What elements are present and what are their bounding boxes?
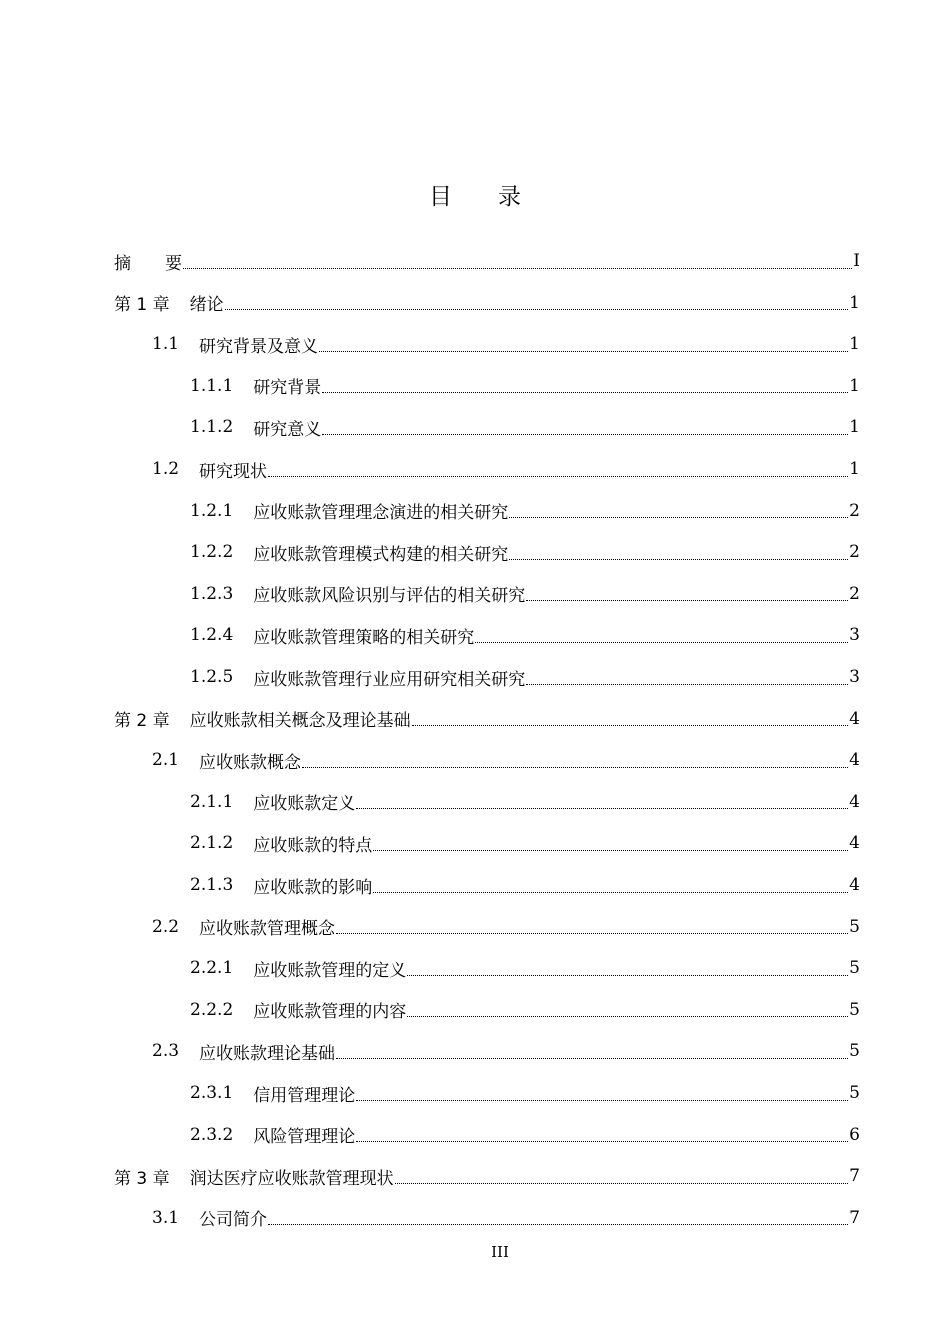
toc-entry-page: 1 [849, 334, 860, 355]
toc-entry-page: 1 [849, 375, 860, 396]
toc-entry-page: 4 [849, 833, 860, 854]
toc-entry-title: 应收账款定义 [253, 794, 356, 815]
toc-entry-page: 7 [849, 1166, 860, 1187]
toc-entry-title: 应收账款理论基础 [199, 1043, 336, 1064]
toc-entry[interactable] [190, 865, 860, 905]
toc-entry-number: 1.2 [152, 459, 180, 479]
toc-entry-title: 研究现状 [199, 461, 268, 482]
toc-entry[interactable] [190, 823, 860, 863]
toc-entry-title: 应收账款管理模式构建的相关研究 [253, 544, 509, 565]
toc-dot-leader [322, 434, 848, 435]
toc-entry-title: 摘 要 [114, 253, 182, 274]
toc-dot-leader [373, 850, 848, 851]
toc-entry-number: 2.1 [152, 750, 180, 771]
toc-entry-page: 5 [849, 1041, 860, 1062]
toc-entry-title: 研究意义 [253, 419, 322, 440]
toc-entry-page: 4 [849, 750, 860, 771]
toc-entry-page: 2 [849, 542, 860, 563]
toc-entry-page: 5 [849, 916, 860, 937]
toc-dot-leader [302, 767, 848, 768]
toc-entry-title: 信用管理理论 [253, 1085, 356, 1106]
toc-entry[interactable] [190, 1115, 860, 1155]
toc-entry-title: 应收账款管理行业应用研究相关研究 [253, 669, 526, 690]
toc-dot-leader [356, 1141, 848, 1142]
toc-entry[interactable] [190, 491, 860, 531]
toc-dot-leader [356, 808, 848, 809]
toc-entry[interactable] [114, 283, 860, 323]
toc-entry-title: 应收账款管理的定义 [253, 960, 407, 981]
toc-entry[interactable] [152, 740, 860, 780]
toc-entry-title: 润达医疗应收账款管理现状 [189, 1168, 394, 1189]
toc-entry-number: 2.1.3 [190, 875, 234, 895]
toc-entry[interactable] [152, 907, 860, 947]
toc-dot-leader [322, 392, 848, 393]
toc-entry-title: 应收账款管理概念 [199, 919, 336, 940]
toc-entry-number: 2.3.2 [190, 1124, 234, 1145]
toc-entry-title: 应收账款概念 [199, 752, 302, 773]
toc-entry-title: 应收账款相关概念及理论基础 [189, 711, 411, 732]
toc-entry-title: 公司简介 [199, 1210, 268, 1231]
toc-entry-number: 2.1.2 [190, 833, 234, 854]
toc-entry-page: 5 [849, 1083, 860, 1103]
toc-entry-number: 2.1.1 [190, 791, 234, 812]
toc-dot-leader [526, 684, 848, 685]
toc-entry[interactable] [190, 532, 860, 572]
toc-dot-leader [395, 1183, 849, 1184]
toc-entry[interactable] [190, 366, 860, 406]
toc-dot-leader [225, 309, 849, 310]
toc-entry[interactable] [114, 1156, 860, 1196]
toc-dot-leader [336, 1058, 848, 1059]
toc-entry-title: 应收账款风险识别与评估的相关研究 [253, 586, 526, 607]
toc-entry[interactable] [190, 948, 860, 988]
toc-entry-title: 研究背景及意义 [199, 336, 319, 357]
toc-entry-page: 4 [849, 875, 860, 895]
toc-entry-number: 1.2.1 [190, 500, 234, 521]
toc-entry-page: 5 [849, 958, 860, 979]
toc-entry-title: 应收账款的影响 [253, 877, 373, 898]
toc-entry-number: 第 1 章 [114, 295, 170, 316]
toc-entry-title: 应收账款管理理念演进的相关研究 [253, 503, 509, 524]
toc-dot-leader [475, 642, 848, 643]
toc-entry-number: 1.2.4 [190, 625, 234, 646]
toc-dot-leader [407, 1016, 848, 1017]
toc-entry-page: 2 [849, 583, 860, 604]
toc-entry-page: 1 [849, 292, 860, 313]
toc-entry[interactable] [152, 1198, 860, 1238]
toc-entry-number: 第 3 章 [114, 1168, 170, 1189]
toc-entry-page: 1 [849, 459, 860, 479]
toc-dot-leader [336, 933, 848, 934]
toc-entry-number: 2.2.1 [190, 958, 234, 979]
toc-entry-number: 1.2.2 [190, 542, 234, 563]
toc-entry-page: 7 [849, 1207, 860, 1228]
toc-entry-title: 绪论 [189, 295, 224, 316]
toc-entry-title: 风险管理理论 [253, 1127, 356, 1148]
toc-entry[interactable] [114, 699, 860, 739]
toc-entry[interactable] [190, 782, 860, 822]
toc-entry[interactable] [152, 1031, 860, 1071]
toc-entry-number: 1.2.3 [190, 583, 234, 604]
toc-dot-leader [526, 600, 848, 601]
toc-dot-leader [509, 517, 848, 518]
toc-entry-title: 应收账款管理的内容 [253, 1002, 407, 1023]
toc-entry-number: 3.1 [152, 1207, 180, 1228]
toc-entry[interactable] [152, 449, 860, 489]
toc-entry-number: 1.1.2 [190, 417, 234, 438]
toc-entry-number: 第 2 章 [114, 711, 170, 732]
toc-entry-page: 6 [849, 1124, 860, 1145]
toc-entry[interactable] [152, 324, 860, 364]
page-number: III [491, 1243, 509, 1261]
toc-entry-page: I [853, 251, 860, 271]
toc-entry[interactable] [190, 990, 860, 1030]
toc-entry-page: 4 [849, 791, 860, 812]
toc-entry-page: 4 [849, 708, 860, 729]
page-title: 目 录 [429, 184, 521, 210]
toc-entry-title: 研究背景 [253, 378, 322, 399]
toc-dot-leader [509, 559, 848, 560]
toc-entry-number: 1.2.5 [190, 667, 234, 687]
toc-entry-number: 2.3.1 [190, 1083, 234, 1103]
toc-entry-number: 1.1.1 [190, 375, 234, 396]
toc-dot-leader [356, 1100, 848, 1101]
toc-dot-leader [319, 351, 848, 352]
toc-entry-title: 应收账款管理策略的相关研究 [253, 627, 475, 648]
toc-dot-leader [183, 268, 852, 269]
toc-entry-number: 2.2.2 [190, 999, 234, 1020]
toc-entry-number: 2.2 [152, 916, 180, 937]
toc-entry-title: 应收账款的特点 [253, 835, 373, 856]
toc-entry-page: 5 [849, 999, 860, 1020]
toc-dot-leader [412, 725, 849, 726]
toc-entry[interactable] [114, 241, 860, 281]
toc-entry[interactable] [190, 407, 860, 447]
toc-dot-leader [268, 1224, 848, 1225]
toc-entry-number: 1.1 [152, 334, 180, 355]
toc-entry-number: 2.3 [152, 1041, 180, 1062]
toc-dot-leader [268, 476, 848, 477]
toc-entry-page: 1 [849, 417, 860, 438]
toc-entry[interactable] [190, 574, 860, 614]
toc-dot-leader [373, 892, 848, 893]
toc-entry-page: 2 [849, 500, 860, 521]
toc-entry[interactable] [190, 615, 860, 655]
toc-entry-page: 3 [849, 667, 860, 687]
toc-entry[interactable] [190, 657, 860, 697]
toc-entry-page: 3 [849, 625, 860, 646]
toc-dot-leader [407, 975, 848, 976]
toc-entry[interactable] [190, 1073, 860, 1113]
